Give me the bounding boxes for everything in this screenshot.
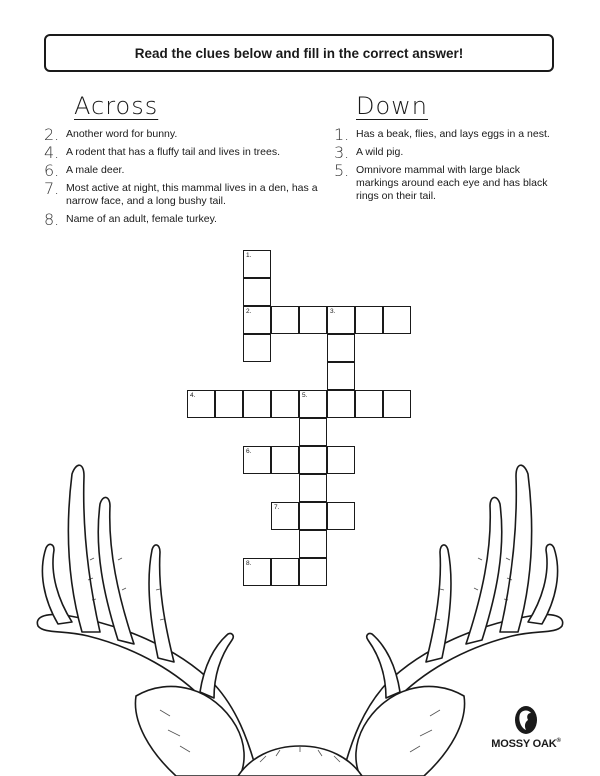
grid-cell[interactable] — [355, 306, 383, 334]
clue-across-6 — [44, 161, 324, 180]
across-heading: Across — [74, 92, 159, 120]
clue-number: 7. — [44, 179, 60, 198]
clue-text: Most active at night, this mammal lives in a den, has a narrow face, and a long bushy tail. — [66, 182, 318, 207]
clue-number: 3. — [334, 143, 350, 162]
grid-cell[interactable] — [243, 306, 271, 334]
instructions-banner — [44, 34, 554, 72]
clue-across-7 — [44, 179, 324, 208]
grid-cell[interactable] — [299, 474, 327, 502]
grid-cell[interactable] — [299, 530, 327, 558]
clue-number: 6. — [44, 161, 60, 180]
down-heading: Down — [356, 92, 429, 120]
grid-cell[interactable] — [271, 558, 299, 586]
grid-cell[interactable] — [243, 558, 271, 586]
clue-label: 3. — [330, 308, 336, 315]
grid-cell[interactable] — [243, 446, 271, 474]
grid-cell[interactable] — [271, 390, 299, 418]
grid-cell[interactable] — [271, 306, 299, 334]
clue-label: 8. — [246, 560, 252, 567]
clue-number: 5. — [334, 161, 350, 180]
grid-cell[interactable] — [327, 362, 355, 390]
clue-text: A wild pig. — [356, 146, 404, 158]
grid-cell[interactable] — [327, 306, 355, 334]
grid-cell[interactable] — [383, 390, 411, 418]
clue-number: 8. — [44, 210, 60, 229]
instructions-text: Read the clues below and fill in the correct answer! — [134, 45, 464, 61]
clue-text: Omnivore mammal with large black markings around each eye and has black rings on their tail. — [356, 164, 548, 202]
grid-cell[interactable] — [243, 334, 271, 362]
clue-label: 6. — [246, 448, 252, 455]
grid-cell[interactable] — [299, 502, 327, 530]
clue-text: A male deer. — [66, 164, 125, 176]
down-clues — [334, 125, 564, 208]
clue-label: 1. — [246, 252, 252, 259]
clue-label: 7. — [274, 504, 280, 511]
clue-number: 1. — [334, 125, 350, 144]
clue-text: Another word for bunny. — [66, 128, 178, 140]
registered-mark: ® — [556, 738, 561, 744]
clue-across-2 — [44, 125, 324, 144]
grid-cell[interactable] — [243, 250, 271, 278]
grid-cell[interactable] — [271, 502, 299, 530]
grid-cell[interactable] — [327, 334, 355, 362]
clue-label: 4. — [190, 392, 196, 399]
grid-cell[interactable] — [299, 418, 327, 446]
clue-text: Has a beak, flies, and lays eggs in a nest. — [356, 128, 550, 140]
grid-cell[interactable] — [327, 446, 355, 474]
grid-cell[interactable] — [243, 278, 271, 306]
deer-head-logo-icon — [484, 704, 568, 736]
grid-cell[interactable] — [243, 390, 271, 418]
clue-text: A rodent that has a fluffy tail and lives in trees. — [66, 146, 281, 158]
clue-number: 4. — [44, 143, 60, 162]
grid-cell[interactable] — [299, 306, 327, 334]
across-clues — [44, 125, 324, 231]
clue-across-8 — [44, 210, 324, 229]
grid-cell[interactable] — [187, 390, 215, 418]
clue-down-3 — [334, 143, 564, 162]
grid-cell[interactable] — [271, 446, 299, 474]
grid-cell[interactable] — [299, 446, 327, 474]
grid-cell[interactable] — [383, 306, 411, 334]
mossy-oak-logo — [484, 704, 568, 750]
logo-text: MOSSY OAK — [491, 738, 557, 750]
grid-cell[interactable] — [327, 502, 355, 530]
grid-cell[interactable] — [355, 390, 383, 418]
clue-down-5 — [334, 161, 564, 203]
clue-label: 5. — [302, 392, 308, 399]
grid-cell[interactable] — [327, 390, 355, 418]
grid-cell[interactable] — [215, 390, 243, 418]
clue-text: Name of an adult, female turkey. — [66, 213, 217, 225]
clue-label: 2. — [246, 308, 252, 315]
grid-cell[interactable] — [299, 558, 327, 586]
clue-number: 2. — [44, 125, 60, 144]
grid-cell[interactable] — [299, 390, 327, 418]
clue-across-4 — [44, 143, 324, 162]
clue-down-1 — [334, 125, 564, 144]
